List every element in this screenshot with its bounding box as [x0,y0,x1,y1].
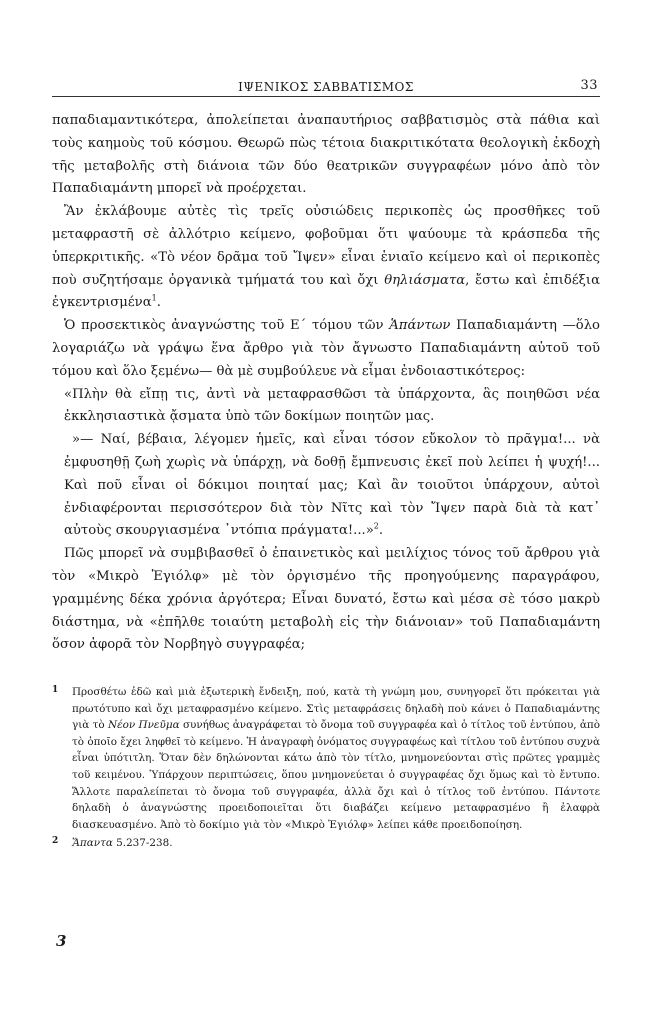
footnote-marker: 2 [52,836,59,847]
paragraph-4: Πῶς μπορεῖ νὰ συμβιβασθεῖ ὁ ἐπαινετικὸς καὶ μειλίχιος τόνος τοῦ ἄρθρου γιὰ τὸν «Μικρὸ Ἐγιόλφ» μὲ τὸν ὀργισμένο τῆς προηγούμενης παραγράφου, γραμμένης δέκα χρόνια ἀργότερα; Εἶναι δυνατό, ἔστω καὶ μέσα σὲ τόσο μακρὺ διάστημα, νὰ «ἐπῆλθε τοιαύτη μεταβολὴ εἰς τὴν διάνοιαν» τοῦ Παπαδιαμάντη ὅσον ἀφορᾶ τὸν Νορβηγὸ συγγραφέα; [52,546,600,653]
footnote-marker: 1 [52,685,59,695]
footnote-ref-2[interactable]: 2 [373,521,379,531]
paragraph-3: Ὁ προσεκτικὸς ἀναγνώστης τοῦ Ε΄ τόμου τῶν Ἁπάντων Παπαδιαμάντη —ὅλο λογαριάζω νὰ γράψω ἕνα ἄρθρο γιὰ τὸν ἄγνωστο Παπαδιαμάντη αὐτοῦ τοῦ τόμου καὶ ὅλο ξεμένω— θὰ μὲ συμβούλευε νὰ εἶμαι ἐνδοιαστικότερος: [52,318,600,379]
running-header [52,76,600,97]
italic-term: θηλιάσματα [384,272,466,288]
paragraph-1: παπαδιαμαντικότερα, ἀπολείπεται ἀναπαυτήριος σαββατισμὸς στὰ πάθια καὶ τοὺς καημοὺς τοῦ κόσμου. Θεωρῶ πὼς τέτοια διακριτικότατα θεολογικὴ ἐκδοχὴ τῆς μεταβολῆς στὴ διάνοια τῶν δύο θεατρικῶν συγγραφέων μόνο ἀπὸ τὸν Παπαδιαμάντη μπορεῖ νὰ προέρχεται. [52,113,600,197]
paragraph-2: Ἂν ἐκλάβουμε αὐτὲς τὶς τρεῖς οὐσιώδεις περικοπὲς ὡς προσθῆκες τοῦ μεταφραστῆ σὲ ἀλλότριο κείμενο, φοβοῦμαι ὅτι ψαύουμε τὰ κράσπεδα τῆς ὑπερκριτικῆς. «Τὸ νέον δρᾶμα τοῦ Ἴψεν» εἶναι ἑνιαῖο κείμενο καὶ οἱ περικοπὲς ποὺ συζητήσαμε ὀργανικὰ τμήματά του καὶ ὄχι θηλιάσματα, ἔστω καὶ ἐπιδέξια ἐγκεντρισμένα$^1$. [52,204,600,311]
italic-work: Ἅπαντα [72,837,113,850]
footnotes [52,684,600,854]
footnote-ref-1[interactable]: 1 [151,293,157,303]
quotation-2: »— Ναί, βέβαια, λέγομεν ἡμεῖς, καὶ εἶναι τόσον εὔκολον τὸ πρᾶγμα!... νὰ ἐμφυσηθῇ ζωὴ χωρὶς νὰ ὑπάρχῃ, νὰ δοθῇ ἔμπνευσις ἐκεῖ ποὺ λείπει ἡ ψυχή!... Καὶ ποῦ εἶναι οἱ δόκιμοι ποιηταί μας; Καὶ ἂν τοιοῦτοι ὑπάρχουν, αὐτοὶ ἐνδιαφέρονται περισσότερον διὰ τὸν Νῖτς καὶ τὸν Ἴψεν παρὰ διὰ τὰ κατ᾽ αὐτοὺς σκουργιασμένα ᾽ντόπια πράγματα!...»$^2$. [64,432,600,539]
signature-mark: 3 [56,932,67,950]
italic-journal: Νέον Πνεῦμα [107,719,180,732]
page-number: 33 [580,78,598,93]
footnote-1: 1 Προσθέτω ἐδῶ καὶ μιὰ ἐξωτερικὴ ἔνδειξη, πού, κατὰ τὴ γνώμη μου, συνηγορεῖ ὅτι πρόκειται γιὰ πρωτότυπο καὶ ὄχι μεταφρασμένο κείμενο. Στὶς μεταφράσεις δηλαδὴ ποὺ κάνει ὁ Παπαδιαμάντης γιὰ τὸ Νέον Πνεῦμα συνήθως ἀναγράφεται τὸ ὄνομα τοῦ συγγραφέα καὶ ὁ τίτλος τοῦ ἐντύπου, ἀπὸ τὸ ὁποῖο ἔχει ληφθεῖ τὸ κείμενο. Ἡ ἀναγραφὴ ὀνόματος συγγραφέως καὶ τίτλου τοῦ ἐντύπου συχνὰ εἶναι ὑπότιτλη. Ὅταν δὲν δηλώνονται κάτω ἀπὸ τὸν τίτλο, μνημονεύονται στὶς πρῶτες γραμμὲς τοῦ κειμένου. Ὑπάρχουν περιπτώσεις, ὅπου μνημονεύεται ὁ συγγραφέας ὄχι ὅμως καὶ τὸ ἔντυπο. Ἄλλοτε παραλείπεται τὸ ὄνομα τοῦ συγγραφέα, ἀλλὰ ὄχι καὶ ὁ τίτλος τοῦ ἐντύπου. Πάντοτε δηλαδὴ ὁ ἀναγνώστης προειδοποιεῖται ὅτι διαβάζει κείμενο μεταφρασμένο ἢ ἐλαφρὰ διασκευασμένο. Ἀπὸ τὸ δοκίμιο γιὰ τὸν «Μικρὸ Ἐγιόλφ» λείπει κάθε προειδοποίηση. [52,684,600,833]
running-title: ΙΨΕΝΙΚΟΣ ΣΑΒΒΑΤΙΣΜΟΣ [238,80,414,94]
italic-title: Ἁπάντων [389,318,451,334]
footnote-2: 2 Ἅπαντα 5.237-238. [52,835,600,852]
main-text [52,110,600,657]
quotation-1: «Πλὴν θὰ εἴπῃ τις, ἀντὶ νὰ μεταφρασθῶσι τὰ ὑπάρχοντα, ἃς ποιηθῶσι νέα ἐκκλησιαστικὰ ᾄσματα ὑπὸ τῶν δοκίμων ποιητῶν μας. [64,386,600,425]
